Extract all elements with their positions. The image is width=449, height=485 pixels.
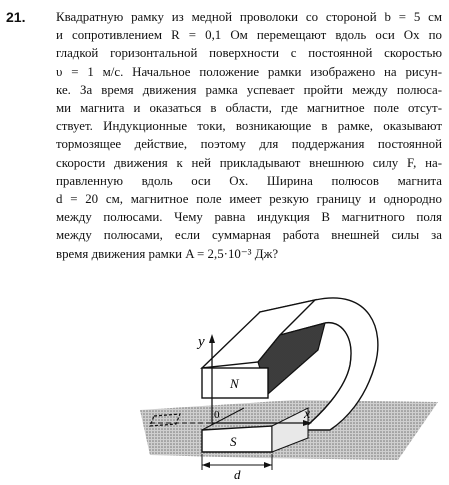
- problem-line: правленную вдоль оси Ox. Ширина полюсов магнита: [56, 173, 442, 188]
- problem-line: время движения рамки A = 2,5·10⁻³ Дж?: [56, 246, 279, 261]
- magnet-diagram: [140, 290, 440, 480]
- problem-line: между полюсами. Чему равна индукция B магнитного поля: [56, 210, 442, 225]
- south-pole-label: S: [230, 434, 237, 449]
- problem-line: между полюсами, если суммарная работа внешней силы за: [56, 228, 442, 243]
- y-axis-arrow: [209, 334, 215, 343]
- north-pole-label: N: [230, 376, 239, 391]
- problem-line: тормозящее действие, поэтому для поддержания постоянной: [56, 137, 442, 152]
- magnet-figure: [140, 290, 440, 480]
- problem-text: [56, 8, 442, 263]
- south-pole-front: [202, 426, 272, 452]
- y-axis-label: y: [198, 334, 205, 350]
- problem-number: 21.: [6, 9, 26, 25]
- problem-line: скорости движения к ней прикладывают внешнюю силу F, на-: [56, 155, 442, 170]
- problem-line: ми магнита и оказаться в области, где магнитное поле отсут-: [56, 101, 442, 116]
- problem-line: ке. За время движения рамка успевает пройти между полюса-: [56, 82, 442, 97]
- width-arrow-right: [264, 462, 272, 468]
- problem-line: Квадратную рамку из медной проволоки со стороной b = 5 см: [56, 10, 442, 24]
- origin-label: 0: [214, 409, 220, 421]
- width-label: d: [234, 467, 241, 480]
- problem-line: и сопротивлением R = 0,1 Ом перемещают вдоль оси Ox по: [56, 28, 442, 43]
- width-arrow-left: [202, 462, 210, 468]
- problem-line: ствует. Индукционные токи, возникающие в рамке, оказывают: [56, 119, 442, 134]
- x-axis-label: x: [304, 407, 311, 422]
- problem-line: υ = 1 м/с. Начальное положение рамки изображено на рисун-: [56, 64, 442, 79]
- problem-line: гладкой горизонтальной поверхности с постоянной скоростью: [56, 46, 442, 61]
- problem-line: d = 20 см, магнитное поле имеет резкую границу и однородно: [56, 192, 442, 207]
